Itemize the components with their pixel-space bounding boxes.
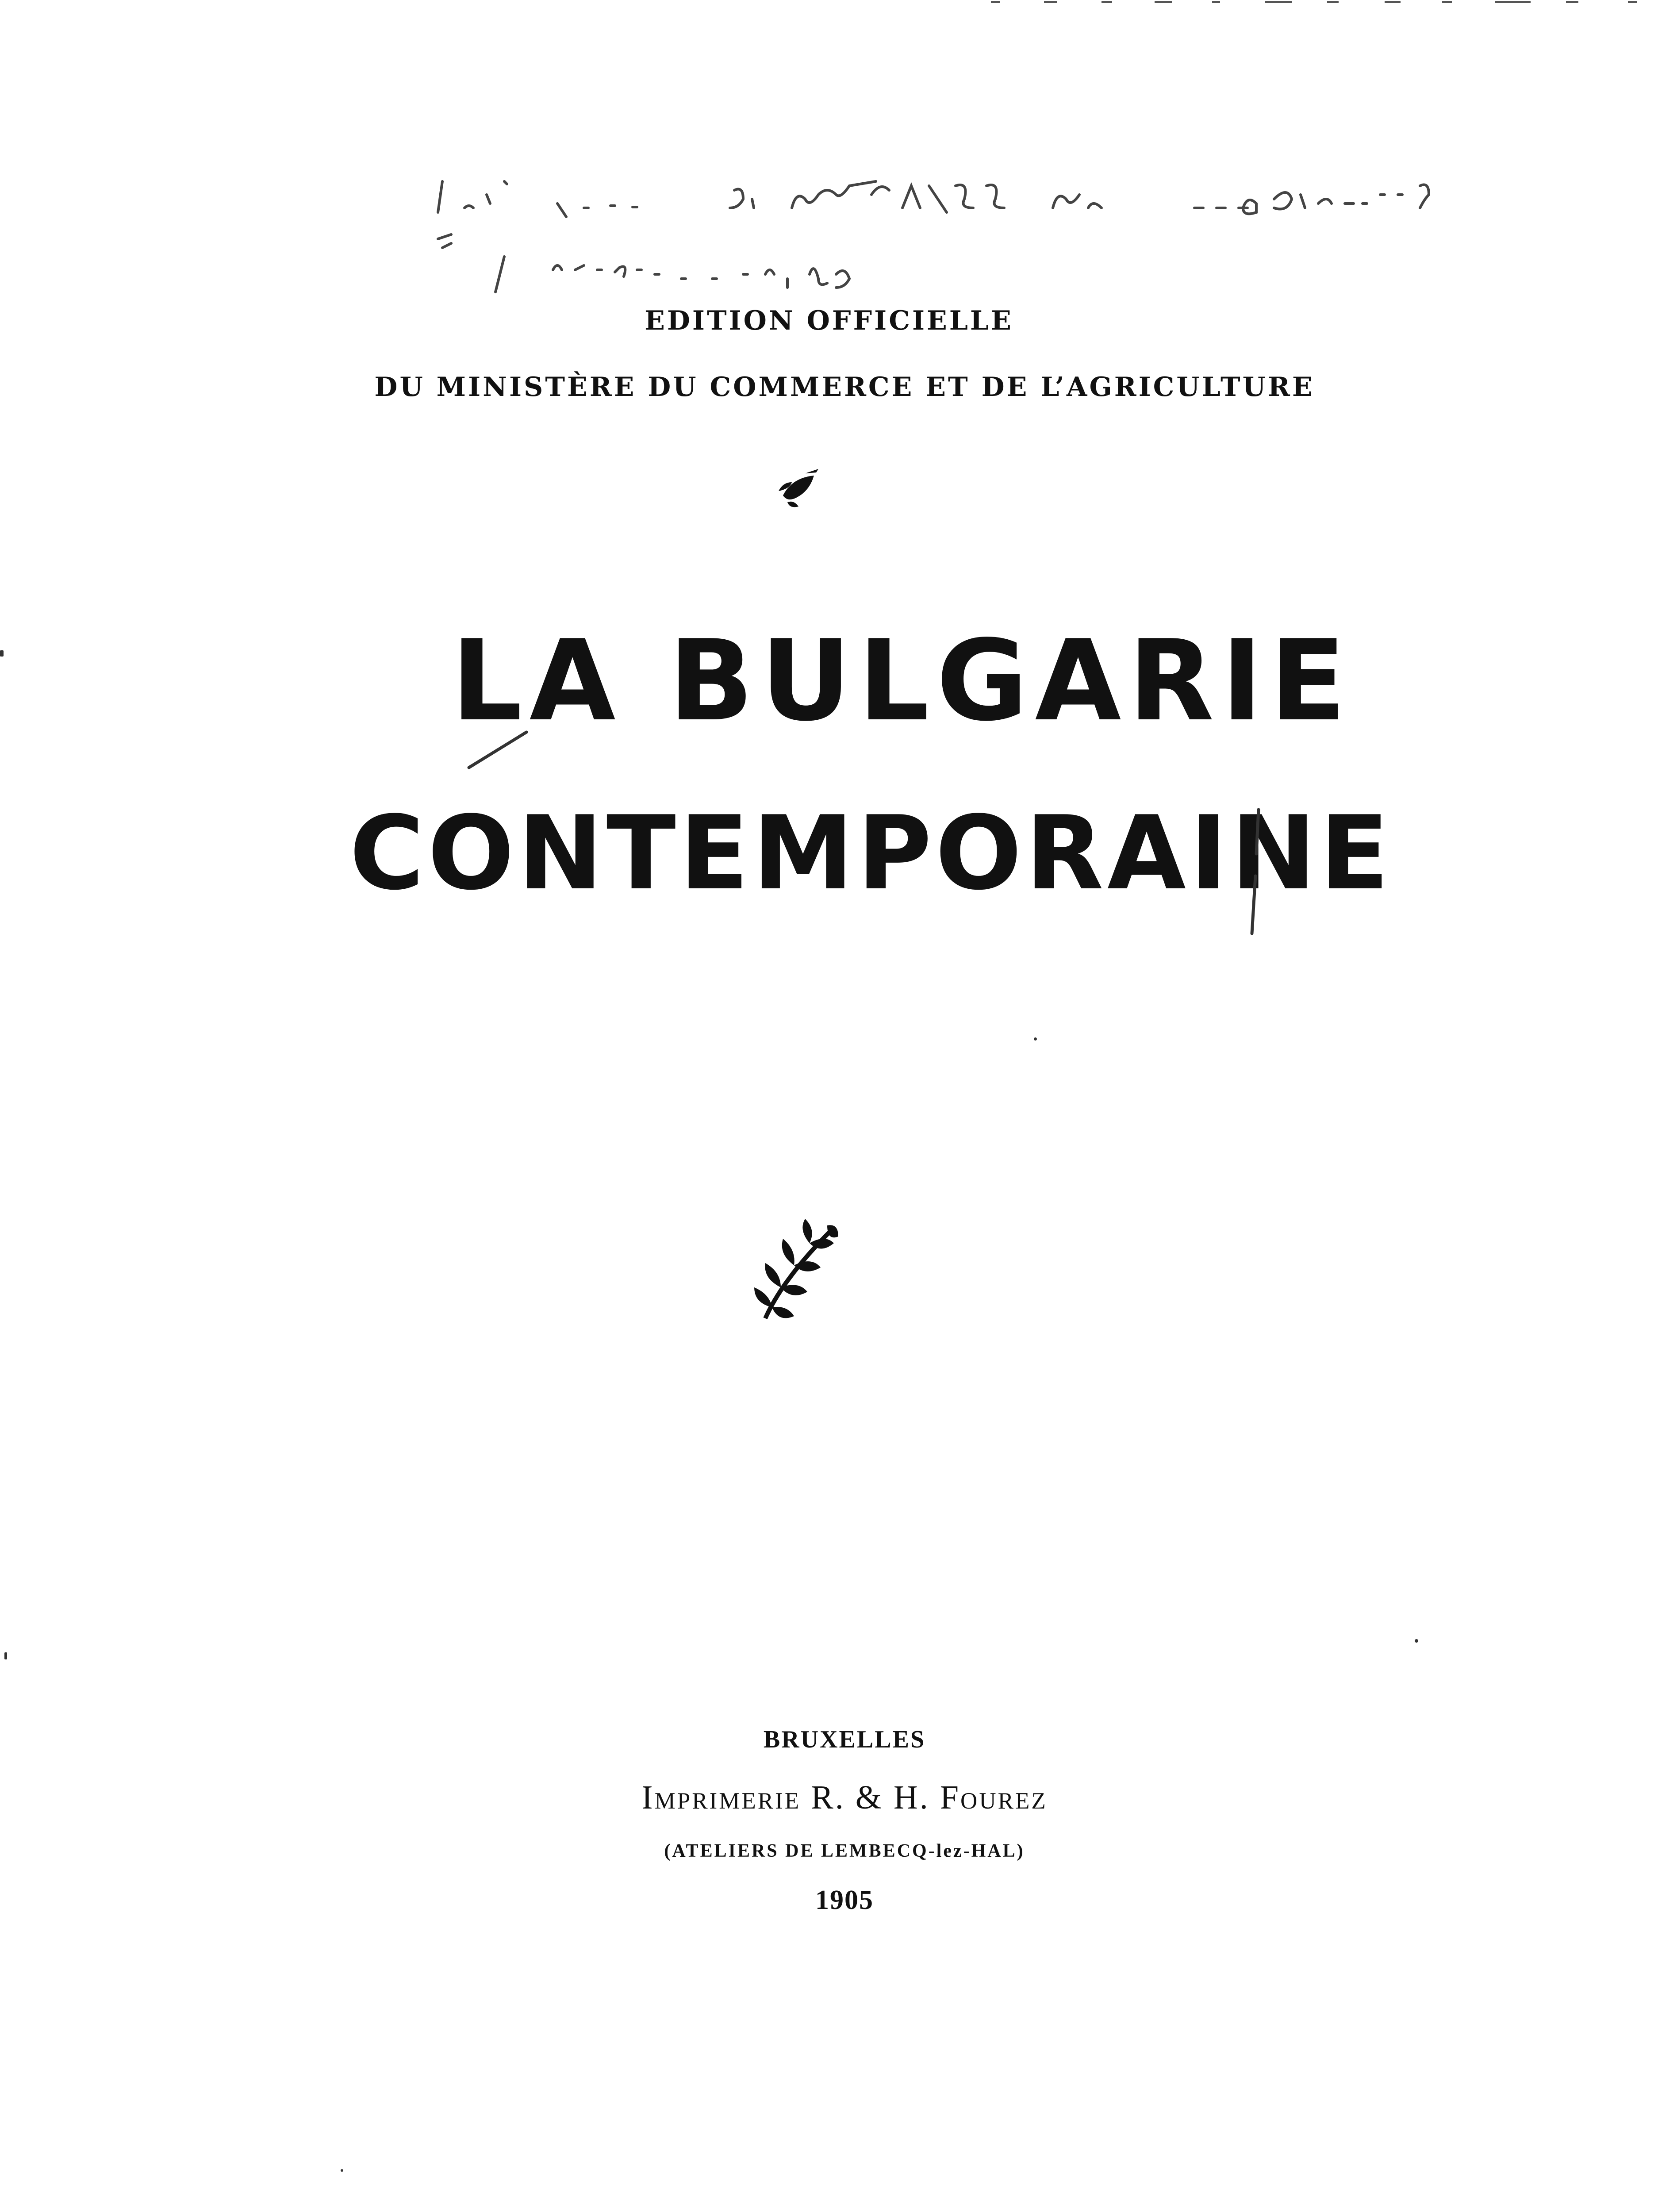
imprint-ateliers: (ATELIERS DE LEMBECQ-lez-HAL) [664,1841,1025,1861]
imprint-printer: Imprimerie R. & H. Fourez [641,1779,1048,1816]
title-line-2: CONTEMPORAINE [349,795,1393,913]
scan-speck [0,650,4,657]
laurel-branch-icon [752,1217,841,1323]
edition-line: EDITION OFFICIELLE [645,305,1013,336]
scan-speck [341,2169,343,2172]
scan-speck [4,1652,7,1659]
imprint-city: BRUXELLES [763,1726,926,1753]
handwritten-note [425,168,1508,301]
title-line-1: LA BULGARIE [451,616,1353,746]
top-edge-marks [973,0,1658,9]
pencil-marks [442,708,1327,956]
leaf-sprig-icon [774,465,823,513]
scan-speck [1034,1037,1037,1041]
scan-speck [1415,1639,1418,1643]
imprint-year: 1905 [815,1885,874,1915]
ministry-line: DU MINISTÈRE DU COMMERCE ET DE L’AGRICULTURE [374,372,1315,403]
